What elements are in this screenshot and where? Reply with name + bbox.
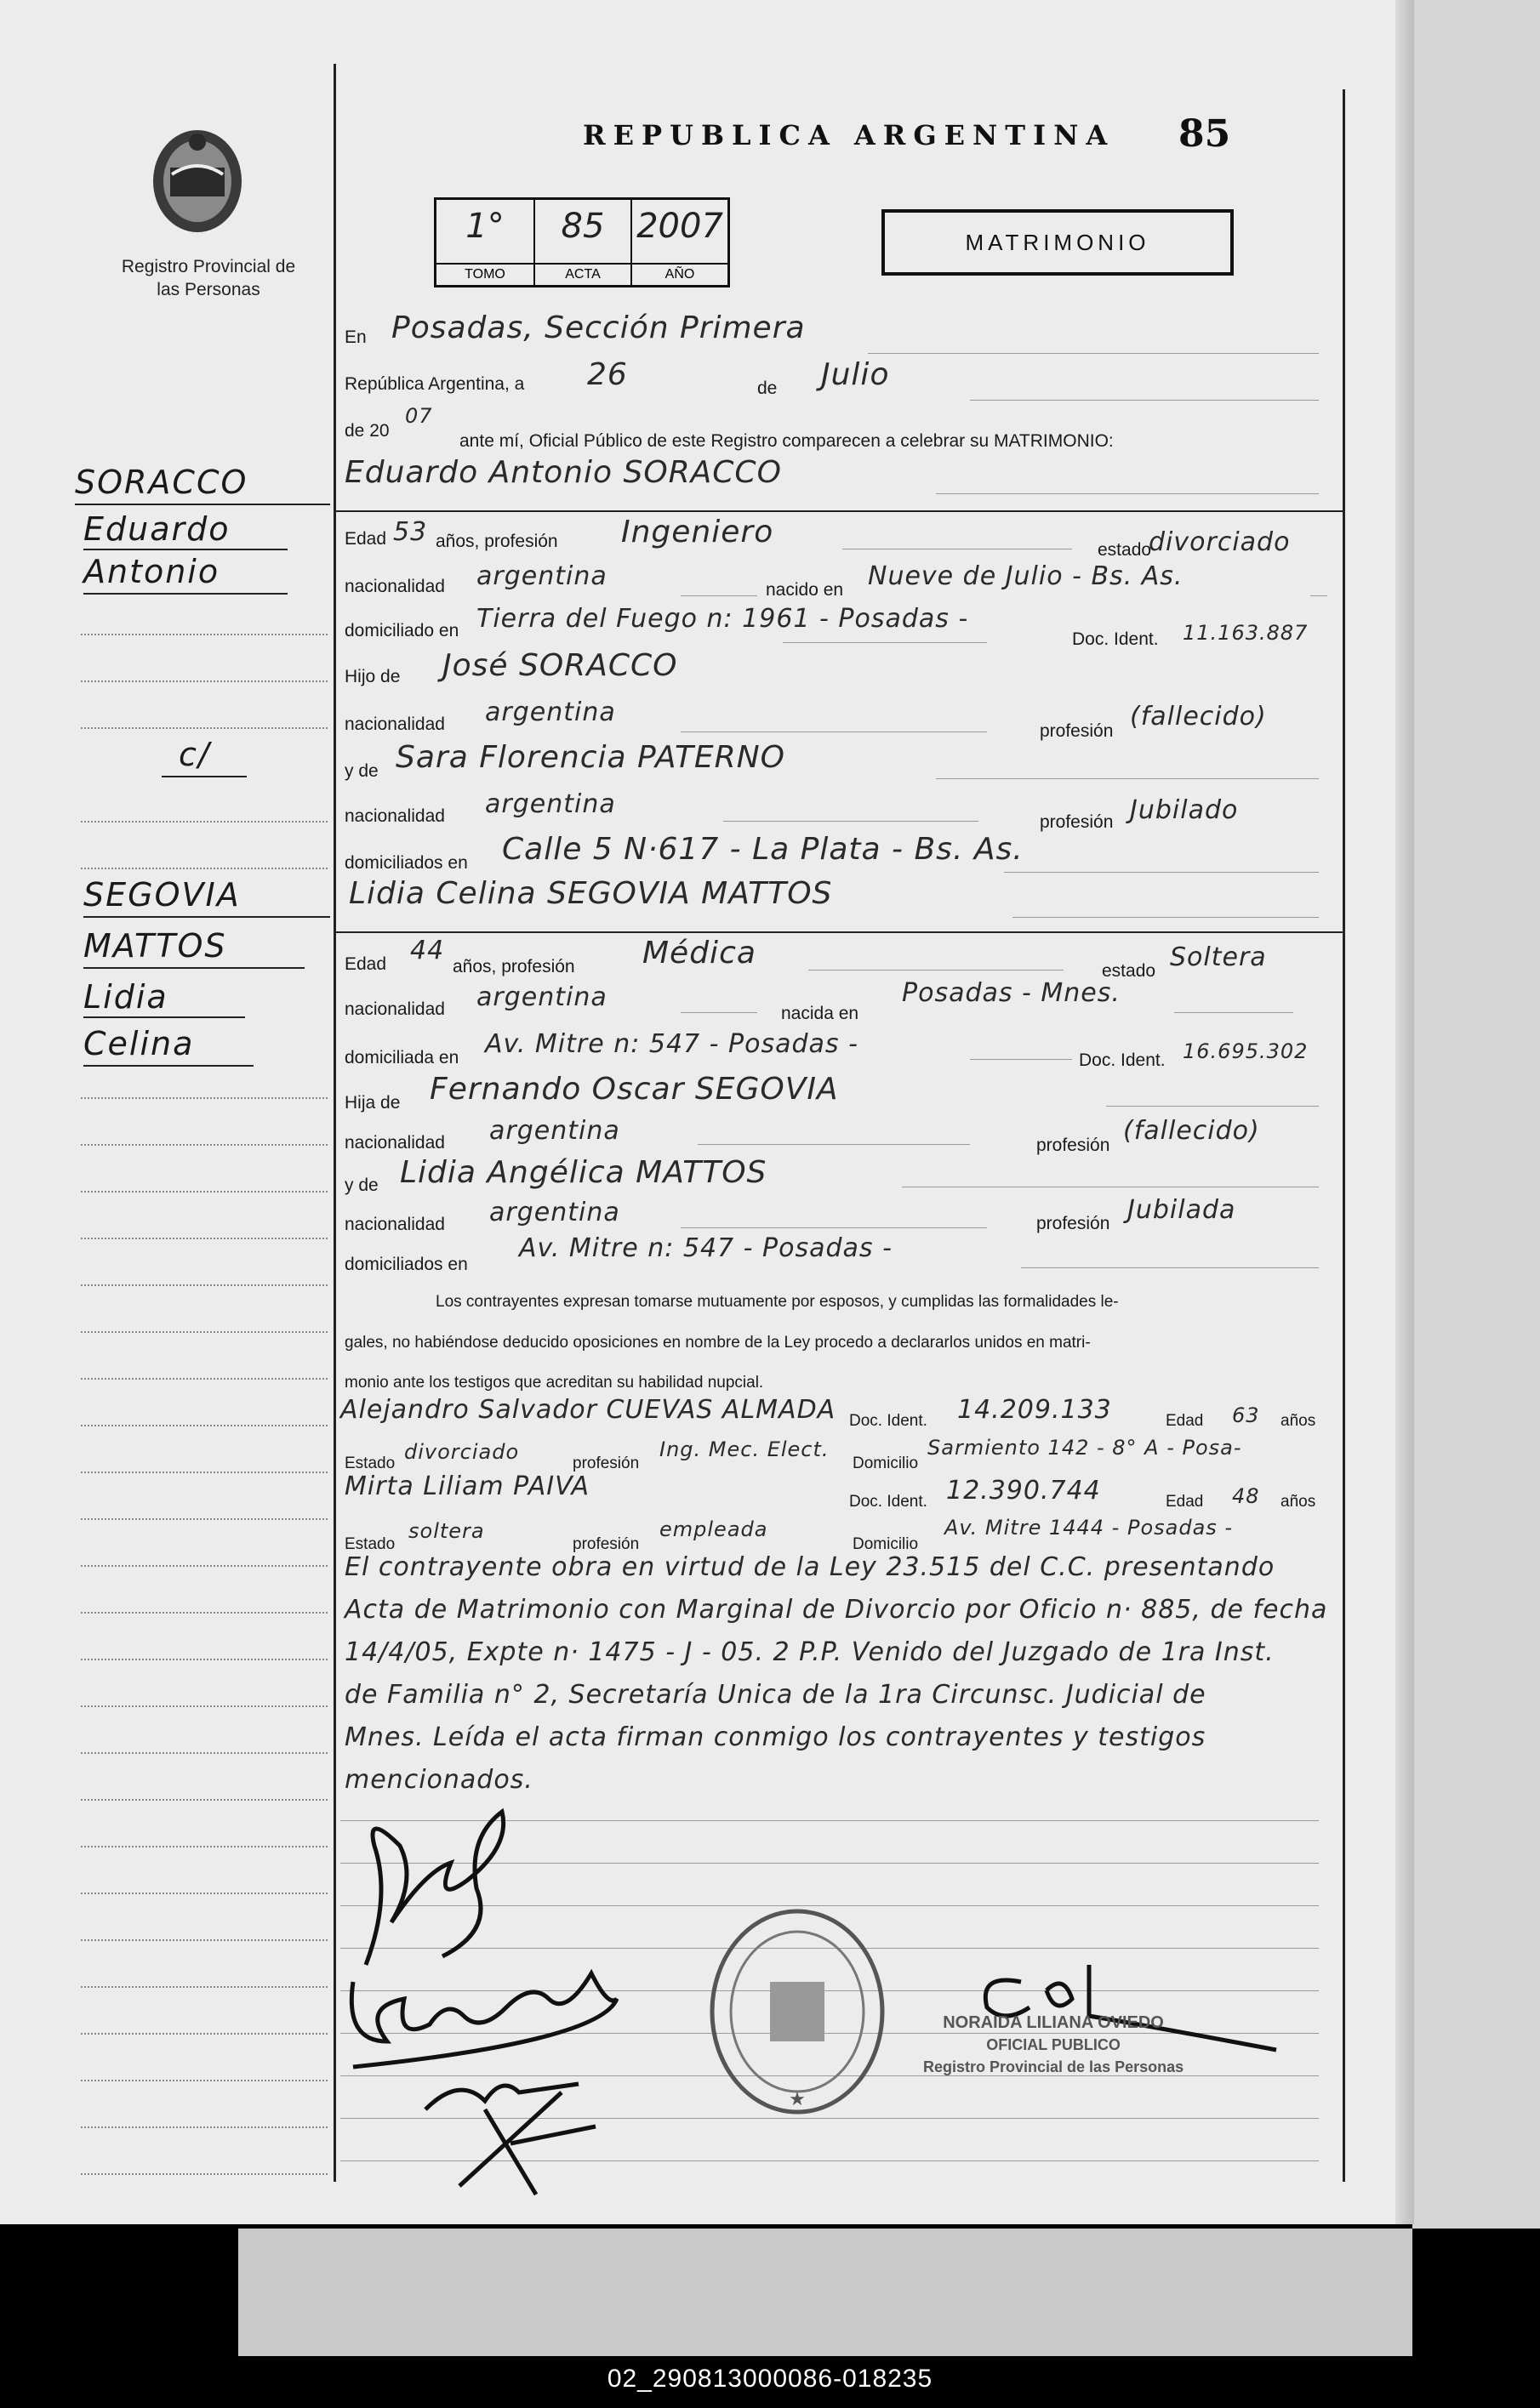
note-line-2: Acta de Matrimonio con Marginal de Divorcio por Oficio n· 885, de fecha [345, 1595, 1328, 1625]
folio-number: 85 [1178, 112, 1231, 156]
groom-father-nationality: argentina [485, 697, 616, 727]
label-nacido-en: nacido en [766, 580, 844, 600]
label-domiciliado-en: domiciliado en [345, 621, 459, 640]
margin-bride-given-1: Lidia [83, 978, 168, 1016]
groom-mother-name: Sara Florencia PATERNO [396, 740, 785, 775]
label-estado-witness-2: Estado [345, 1535, 396, 1553]
margin-groom-given-1: Eduardo [83, 510, 231, 548]
label-edad-groom: Edad [345, 529, 387, 549]
groom-section-divider [336, 510, 1343, 512]
label-hijo-de: Hijo de [345, 667, 401, 686]
label-anos-witness-2: años [1280, 1493, 1316, 1511]
bride-mother-name: Lidia Angélica MATTOS [400, 1155, 767, 1190]
groom-mother-nationality: argentina [485, 789, 616, 819]
bride-mother-nationality: argentina [489, 1198, 620, 1227]
acta-value: 85 [561, 207, 605, 246]
bride-parents-address: Av. Mitre n: 547 - Posadas - [519, 1233, 893, 1263]
bride-civil-status: Soltera [1170, 942, 1267, 972]
witness-1-status: divorciado [404, 1440, 520, 1464]
legal-text-line-3: monio ante los testigos que acreditan su habilidad nupcial. [345, 1374, 764, 1392]
intro-statement: ante mí, Oficial Público de este Registro comparecen a celebrar su MATRIMONIO: [459, 431, 1114, 451]
official-seal-icon [702, 1901, 893, 2122]
label-estado-bride: estado [1102, 961, 1156, 981]
witness-2-age: 48 [1232, 1484, 1260, 1508]
label-profesion-groom-mother: profesión [1040, 812, 1114, 832]
tomo-cell [436, 200, 535, 285]
month-value: Julio [821, 357, 890, 392]
official-stamp-name: NORAIDA LILIANA OVIEDO [943, 2013, 1164, 2032]
note-line-4: de Familia n° 2, Secretaría Unica de la 1ra Circunsc. Judicial de [345, 1680, 1206, 1710]
bride-profession: Médica [642, 936, 756, 971]
label-nacionalidad-bride-father: nacionalidad [345, 1133, 445, 1153]
label-nacionalidad-bride: nacionalidad [345, 999, 445, 1019]
label-domicilio-witness-2: Domicilio [853, 1535, 919, 1553]
label-en: En [345, 327, 367, 347]
bride-full-name: Lidia Celina SEGOVIA MATTOS [349, 876, 833, 911]
label-domiciliados-en-groom: domiciliados en [345, 853, 468, 873]
label-domicilio-witness-1: Domicilio [853, 1454, 919, 1472]
document-id-code: 02_290813000086-018235 [607, 2365, 933, 2393]
witness-2-name: Mirta Liliam PAIVA [345, 1472, 590, 1501]
witness-1-name: Alejandro Salvador CUEVAS ALMADA [340, 1395, 836, 1425]
note-line-1: El contrayente obra en virtud de la Ley 23.515 del C.C. presentando [345, 1552, 1275, 1582]
note-line-3: 14/4/05, Expte n· 1475 - J - 05. 2 P.P. Venido del Juzgado de 1ra Inst. [345, 1637, 1275, 1667]
label-doc-groom: Doc. Ident. [1072, 629, 1159, 649]
bride-father-nationality: argentina [489, 1116, 620, 1146]
label-domiciliados-en-bride: domiciliados en [345, 1255, 468, 1274]
groom-born-in: Nueve de Julio - Bs. As. [868, 561, 1184, 591]
label-estado-groom: estado [1098, 540, 1152, 560]
label-anos-profesion-groom: años, profesión [436, 532, 558, 551]
label-de: de [757, 379, 778, 398]
provincial-seal-icon [145, 123, 251, 238]
label-doc-witness-1: Doc. Ident. [849, 1412, 927, 1430]
margin-bride-surname-1: SEGOVIA [83, 876, 241, 914]
bride-nationality: argentina [476, 982, 607, 1012]
official-stamp [923, 2012, 1184, 2078]
label-profesion-groom-father: profesión [1040, 721, 1114, 741]
label-year-prefix: de 20 [345, 421, 390, 441]
label-edad-witness-2: Edad [1166, 1493, 1204, 1511]
label-nacionalidad-groom-mother: nacionalidad [345, 806, 445, 826]
note-line-6: mencionados. [345, 1765, 533, 1795]
year-suffix-value: 07 [405, 404, 433, 428]
ano-value: 2007 [636, 207, 723, 246]
bride-section-divider [336, 931, 1343, 933]
label-edad-witness-1: Edad [1166, 1412, 1204, 1430]
groom-father-profession: (fallecido) [1130, 702, 1267, 732]
margin-bride-surname-2: MATTOS [83, 927, 227, 965]
margin-bride-given-2: Celina [83, 1025, 195, 1062]
note-line-5: Mnes. Leída el acta firman conmigo los contrayentes y testigos [345, 1722, 1206, 1752]
label-edad-bride: Edad [345, 954, 387, 974]
groom-profession: Ingeniero [621, 515, 774, 549]
bride-born-in: Posadas - Mnes. [902, 978, 1121, 1008]
acta-label: ACTA [535, 263, 630, 285]
registry-name: Registro Provincial de las Personas [121, 257, 296, 299]
bride-age: 44 [410, 936, 445, 965]
registration-box [434, 197, 730, 287]
groom-address: Tierra del Fuego n: 1961 - Posadas - [476, 604, 969, 634]
label-nacionalidad-bride-mother: nacionalidad [345, 1215, 445, 1234]
label-nacionalidad-groom-father: nacionalidad [345, 714, 445, 734]
label-profesion-bride-father: profesión [1036, 1136, 1110, 1155]
ano-label: AÑO [632, 263, 727, 285]
official-stamp-office: Registro Provincial de las Personas [923, 2058, 1184, 2075]
witness-1-profession: Ing. Mec. Elect. [659, 1437, 830, 1461]
groom-nationality: argentina [476, 561, 607, 591]
witness-1-address: Sarmiento 142 - 8° A - Posa- [927, 1436, 1242, 1460]
label-profesion-bride-mother: profesión [1036, 1214, 1110, 1233]
legal-text-line-2: gales, no habiéndose deducido oposiciones en nombre de la Ley procedo a declararlos unidos en matri- [345, 1334, 1091, 1352]
witness-2-status: soltera [408, 1519, 485, 1543]
background-bottom [238, 2229, 1412, 2356]
groom-civil-status: divorciado [1149, 527, 1291, 557]
svg-text:★: ★ [789, 2088, 806, 2109]
witness-1-document: 14.209.133 [957, 1395, 1112, 1425]
label-domiciliada-en: domiciliada en [345, 1048, 459, 1067]
groom-document: 11.163.887 [1183, 621, 1309, 645]
groom-father-name: José SORACCO [442, 648, 678, 683]
tomo-label: TOMO [436, 263, 533, 285]
witness-2-profession: empleada [659, 1517, 768, 1541]
groom-full-name: Eduardo Antonio SORACCO [345, 455, 782, 490]
label-nacionalidad-groom: nacionalidad [345, 577, 445, 596]
bride-father-profession: (fallecido) [1123, 1116, 1260, 1146]
signature-bride [336, 1948, 642, 2075]
label-estado-witness-1: Estado [345, 1454, 396, 1472]
margin-groom-given-2: Antonio [83, 553, 220, 590]
bride-mother-profession: Jubilada [1127, 1195, 1236, 1225]
label-y-de-groom: y de [345, 761, 379, 781]
margin-groom-surname: SORACCO [75, 464, 248, 501]
label-profesion-witness-1: profesión [573, 1454, 640, 1472]
place-value: Posadas, Sección Primera [391, 310, 806, 345]
ano-cell [632, 200, 727, 285]
groom-parents-address: Calle 5 N·617 - La Plata - Bs. As. [502, 832, 1024, 867]
official-stamp-role: OFICIAL PUBLICO [986, 2036, 1121, 2053]
groom-mother-profession: Jubilado [1130, 795, 1239, 825]
label-profesion-witness-2: profesión [573, 1535, 640, 1553]
witness-2-address: Av. Mitre 1444 - Posadas - [944, 1516, 1234, 1540]
document-type-box: MATRIMONIO [881, 209, 1234, 276]
bride-address: Av. Mitre n: 547 - Posadas - [485, 1029, 858, 1059]
label-anos-profesion-bride: años, profesión [453, 957, 575, 976]
day-value: 26 [587, 357, 628, 392]
margin-joiner: c/ [179, 736, 211, 773]
label-republica: República Argentina, a [345, 374, 525, 394]
label-hija-de: Hija de [345, 1093, 401, 1113]
bride-document: 16.695.302 [1183, 1039, 1309, 1063]
label-doc-witness-2: Doc. Ident. [849, 1493, 927, 1511]
background-right [1412, 0, 1540, 2229]
witness-2-document: 12.390.744 [946, 1476, 1101, 1506]
legal-text-line-1: Los contrayentes expresan tomarse mutuamente por esposos, y cumplidas las formalidades le- [436, 1293, 1119, 1311]
acta-cell [535, 200, 632, 285]
label-anos-witness-1: años [1280, 1412, 1316, 1430]
country-title: REPUBLICA ARGENTINA [583, 119, 1115, 151]
left-margin-rule [334, 64, 336, 2182]
right-margin-rule [1343, 89, 1345, 2182]
signature-witness [408, 2058, 604, 2203]
label-doc-bride: Doc. Ident. [1079, 1050, 1166, 1070]
tomo-value: 1° [465, 207, 505, 246]
bride-father-name: Fernando Oscar SEGOVIA [430, 1072, 839, 1107]
groom-age: 53 [393, 517, 428, 547]
witness-1-age: 63 [1232, 1403, 1260, 1427]
label-y-de-bride: y de [345, 1176, 379, 1195]
label-nacida-en: nacida en [781, 1004, 859, 1023]
